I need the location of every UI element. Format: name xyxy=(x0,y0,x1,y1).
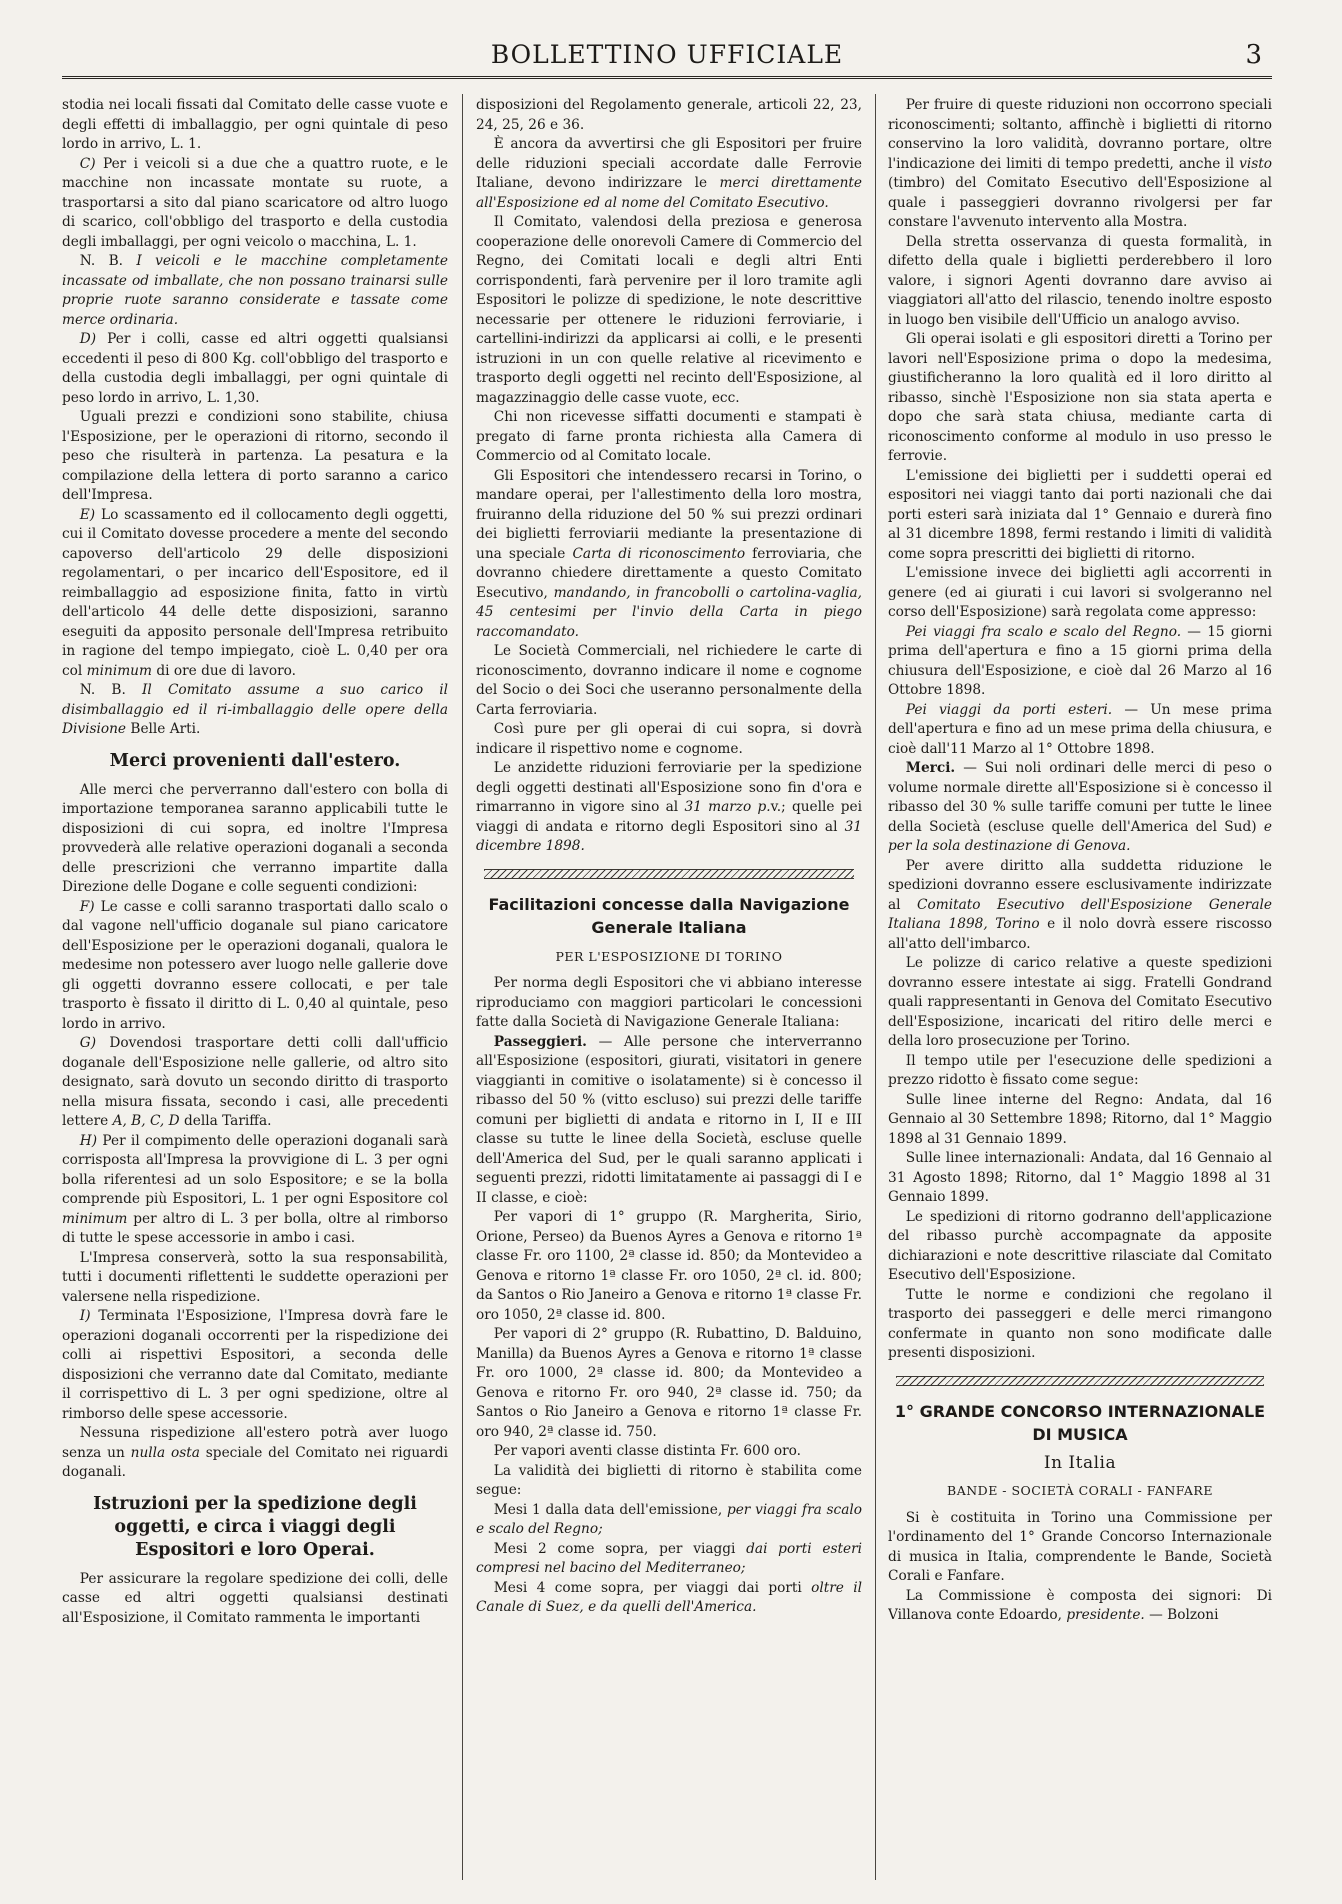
paragraph: Sulle linee internazionali: Andata, dal 16 Gennaio al 31 Agosto 1898; Ritorno, dal 1° Maggio 1898 al 31 Gennaio 1899. xyxy=(888,1150,1272,1205)
page-number: 3 xyxy=(1245,40,1262,70)
paragraph: Nessuna rispedizione all'estero potrà aver luogo senza un nulla osta speciale del Comitato nei riguardi doganali. xyxy=(62,1425,448,1480)
section-heading-istruzioni: Istruzioni per la spedizione degli oggetti, e circa i viaggi degli Espositori e loro Operai. xyxy=(93,1493,417,1560)
paragraph: Le spedizioni di ritorno godranno dell'applicazione del ribasso purchè accompagnate da apposite dichiarazioni e note descrittive rilasciate dal Comitato Esecutivo dell'Esposizione. xyxy=(888,1208,1272,1283)
ornamental-divider xyxy=(896,1376,1264,1386)
paragraph: Pei viaggi da porti esteri. — Un mese prima dell'apertura e fino ad un mese prima della chiusura, e cioè dall'11 Marzo al 1° Ottobre 1898. xyxy=(888,701,1272,757)
paragraph: E) Lo scassamento ed il collocamento degli oggetti, cui il Comitato dovesse procedere a mente del secondo capoverso dell'articolo 29 delle disposizioni regolamentari, o per incarico dell'Espositore, ed il reimballaggio ad esposizione finita, fatto in virtù dell'articolo 44 delle dette disposizioni, saranno eseguiti da apposito personale dell'Impresa retribuito in ragione del tempo impiegato, cioè L. 0,40 per ora col minimum di ore due di lavoro. xyxy=(62,506,448,679)
paragraph: Mesi 2 come sopra, per viaggi dai porti esteri compresi nel bacino del Mediterraneo; xyxy=(476,1540,862,1576)
paragraph: Il Comitato, valendosi della preziosa e generosa cooperazione delle onorevoli Camere di Commercio del Regno, dei Comitati locali e degli altri Enti corrispondenti, farà pervenire per il loro tramite agli Espositori le polizze di spedizione, le note descrittive necessarie per ottenere le riduzioni ferroviarie, i cartellini-indirizzi da applicarsi ai colli, e le presenti istruzioni in un con quelle relative al ricevimento e trasporto degli oggetti nel recinto dell'Esposizione, al magazzinaggio delle casse vuote, ecc. xyxy=(476,214,862,406)
paragraph: Il tempo utile per l'esecuzione delle spedizioni a prezzo ridotto è fissato come segue: xyxy=(888,1052,1272,1088)
column-1 xyxy=(62,96,448,1876)
paragraph: D) Per i colli, casse ed altri oggetti qualsiansi eccedenti il peso di 800 Kg. coll'obbligo del trasporto e della custodia degli imballaggi, per ogni quintale di peso lordo in arrivo, L. 1,30. xyxy=(62,331,448,406)
note-paragraph: N. B. Il Comitato assume a suo carico il disimballaggio ed il ri-imballaggio delle opere della Divisione Belle Arti. xyxy=(62,682,448,737)
paragraph: La Commissione è composta dei signori: Di Villanova conte Edoardo, presidente. — Bolzoni xyxy=(888,1587,1272,1623)
paragraph: stodia nei locali fissati dal Comitato delle casse vuote e degli effetti di imballaggio, per ogni quintale di peso lordo in arrivo, L. 1. xyxy=(62,97,448,152)
paragraph: disposizioni del Regolamento generale, articoli 22, 23, 24, 25, 26 e 36. xyxy=(476,97,862,133)
paragraph: Per avere diritto alla suddetta riduzione le spedizioni dovranno essere esclusivamente indirizzate al Comitato Esecutivo dell'Esposizione Generale Italiana 1898, Torino e il nolo dovrà essere riscosso all'atto dell'imbarco. xyxy=(888,857,1272,952)
paragraph: Sulle linee interne del Regno: Andata, dal 16 Gennaio al 30 Settembre 1898; Ritorno, dal 1° Maggio 1898 al 31 Gennaio 1899. xyxy=(888,1091,1272,1147)
section-heading-concorso: 1° GRANDE CONCORSO INTERNAZIONALE DI MUSICA xyxy=(894,1401,1266,1444)
paragraph: F) Le casse e colli saranno trasportati dallo scalo o dal vagone nell'ufficio doganale sul piano caricatore dell'Esposizione per le operazioni doganali, qualora le medesime non potessero aver luogo nelle gallerie dove gli oggetti dovranno essere collocati, e per tale trasporto è fissato il diritto di L. 0,40 al quintale, peso lordo in arrivo. xyxy=(62,898,448,1032)
paragraph: La validità dei biglietti di ritorno è stabilita come segue: xyxy=(476,1462,862,1498)
section-subheading: PER L'ESPOSIZIONE DI TORINO xyxy=(555,948,783,964)
paragraph: L'emissione dei biglietti per i suddetti operai ed espositori nei viaggi tanto dai porti nazionali che dai porti esteri sarà iniziata dal 1° Gennaio e durerà fino al 31 dicembre 1898, fermi restando i limiti di validità come sopra prescritti dei biglietti di ritorno. xyxy=(888,467,1272,562)
page-header xyxy=(62,34,1272,79)
paragraph: Tutte le norme e condizioni che regolano il trasporto dei passeggeri e delle merci rimangono confermate in quanto non sono modificate dalle presenti disposizioni. xyxy=(888,1286,1272,1361)
column-2 xyxy=(476,96,862,1876)
section-subheading: BANDE - SOCIETÀ CORALI - FANFARE xyxy=(947,1483,1213,1498)
paragraph: Mesi 1 dalla data dell'emissione, per viaggi fra scalo e scalo del Regno; xyxy=(476,1501,862,1537)
note-paragraph: N. B. I veicoli e le macchine completamente incassate od imballate, che non possano trainarsi sulle proprie ruote saranno considerate e tassate come merce ordinaria. xyxy=(62,253,448,328)
paragraph: G) Dovendosi trasportare detti colli dall'ufficio doganale dell'Esposizione nelle gallerie, od altro sito designato, sarà dovuto un secondo diritto di trasporto nella misura fissata, secondo i casi, alle precedenti lettere A, B, C, D della Tariffa. xyxy=(62,1035,448,1129)
paragraph: Per vapori di 1° gruppo (R. Margherita, Sirio, Orione, Perseo) da Buenos Ayres a Genova e ritorno 1ª classe Fr. oro 1100, 2ª classe id. 850; da Montevideo a Genova e ritorno 1ª classe Fr. oro 1050, 2ª cl. id. 800; da Santos o Rio Janeiro a Genova e ritorno 1ª classe Fr. oro 1050, 2ª classe id. 800. xyxy=(476,1209,862,1323)
paragraph: Per norma degli Espositori che vi abbiano interesse riproduciamo con maggiori particolari le concessioni fatte dalla Società di Navigazione Generale Italiana: xyxy=(476,975,862,1030)
paragraph: Uguali prezzi e condizioni sono stabilite, chiusa l'Esposizione, per le operazioni di ritorno, secondo il peso che risulterà in partenza. La pesatura e la compilazione della lettera di porto saranno a carico dell'Impresa. xyxy=(62,409,448,503)
paragraph: Le polizze di carico relative a queste spedizioni dovranno essere intestate ai sigg. Fratelli Gondrand quali rappresentanti in Genova del Comitato Esecutivo dell'Esposizione, incaricati del ritiro delle merci e della loro prosecuzione per Torino. xyxy=(888,955,1272,1049)
paragraph: Per fruire di queste riduzioni non occorrono speciali riconoscimenti; soltanto, affinchè i biglietti di ritorno conservino la loro validità, dovranno portare, oltre l'indicazione dei limiti di tempo predetti, anche il visto (timbro) del Comitato Esecutivo dell'Esposizione al quale i passeggieri dovranno rivolgersi per far constare l'avvenuto intervento alla Mostra. xyxy=(888,97,1272,230)
paragraph: I) Terminata l'Esposizione, l'Impresa dovrà fare le operazioni doganali occorrenti per la rispedizione dei colli ai rispettivi Espositori, a seconda delle disposizioni che verranno date dal Comitato, mediante il corrispettivo di L. 3 per ogni spedizione, oltre al rimborso delle spese accessorie. xyxy=(62,1308,448,1422)
paragraph: Per vapori di 2° gruppo (R. Rubattino, D. Balduino, Manilla) da Buenos Ayres a Genova e ritorno 1ª classe Fr. oro 1000, 2ª classe id. 800; da Montevideo a Genova e ritorno Fr. oro 940, 2ª classe id. 750; da Santos o Rio Janeiro a Genova e ritorno 1ª classe Fr. oro 940, 2ª classe id. 750. xyxy=(476,1326,862,1440)
paragraph: Mesi 4 come sopra, per viaggi dai porti oltre il Canale di Suez, e da quelli dell'America. xyxy=(476,1579,862,1615)
paragraph: Alle merci che perverranno dall'estero con bolla di importazione temporanea saranno applicabili tutte le disposizioni di cui sopra, ed inoltre l'Impresa provvederà alle relative operazioni doganali a seconda delle prescrizioni che verranno impartite dalla Direzione delle Dogane e colle seguenti condizioni: xyxy=(62,781,448,895)
paragraph: Le anzidette riduzioni ferroviarie per la spedizione degli oggetti destinati all'Esposizione sono fin d'ora e rimarranno in vigore sino al 31 marzo p.v.; quelle pei viaggi di andata e ritorno degli Espositori sino al 31 dicembre 1898. xyxy=(476,760,862,854)
paragraph: Le Società Commerciali, nel richiedere le carte di riconoscimento, dovranno indicare il nome e cognome del Socio o dei Soci che useranno personalmente della Carta ferroviaria. xyxy=(476,643,862,718)
publication-title: BOLLETTINO UFFICIALE xyxy=(490,40,844,69)
column-rule xyxy=(462,94,463,1880)
paragraph: Si è costituita in Torino una Commissione per l'ordinamento del 1° Grande Concorso Internazionale di musica in Italia, comprendente le Bande, Società Corali e Fanfare. xyxy=(888,1509,1272,1584)
paragraph: L'emissione invece dei biglietti agli accorrenti in genere (ed ai giurati i cui lavori si svolgeranno nel corso dell'Esposizione) sarà regolata come appresso: xyxy=(888,565,1272,620)
paragraph: Gli Espositori che intendessero recarsi in Torino, o mandare operai, per l'allestimento della loro mostra, fruiranno della riduzione del 50 % sui prezzi ordinari dei biglietti ferroviarii mediante la presentazione di una speciale Carta di riconoscimento ferroviaria, che dovranno chiedere direttamente a questo Comitato Esecutivo, mandando, in francobolli o cartolina-vaglia, 45 centesimi per l'invio della Carta in piego raccomandato. xyxy=(476,467,862,640)
paragraph: Per vapori aventi classe distinta Fr. 600 oro. xyxy=(493,1443,802,1459)
paragraph: C) Per i veicoli si a due che a quattro ruote, e le macchine non incassate montate su ruote, a trasportarsi a sito dal piano scaricatore od altro luogo di scarico, coll'obbligo del trasporto e della custodia degli imballaggi, per ogni veicolo o macchina, L. 1. xyxy=(62,155,448,250)
paragraph: Gli operai isolati e gli espositori diretti a Torino per lavori nell'Esposizione prima o dopo la medesima, giustificheranno la loro qualità ed il loro diritto al ribasso, sinchè l'Esposizione non sia stata aperta e dopo che sarà stata chiusa, mediante carta di riconoscimento conforme al modulo in uso presso le ferrovie. xyxy=(888,331,1272,464)
paragraph: È ancora da avvertirsi che gli Espositori per fruire delle riduzioni speciali accordate dalle Ferrovie Italiane, devono indirizzare le merci direttamente all'Esposizione ed al nome del Comitato Esecutivo. xyxy=(476,136,862,211)
paragraph: Per assicurare la regolare spedizione dei colli, delle casse ed altri oggetti qualsiansi destinati all'Esposizione, il Comitato rammenta le importanti xyxy=(62,1570,448,1626)
ornamental-divider xyxy=(484,869,854,879)
paragraph: Pei viaggi fra scalo e scalo del Regno. — 15 giorni prima dell'apertura e fino a 15 giorni prima della chiusura dell'Esposizione, e cioè dal 26 Marzo al 16 Ottobre 1898. xyxy=(888,623,1272,698)
column-3 xyxy=(888,96,1272,1876)
section-subheading: In Italia xyxy=(1043,1452,1117,1473)
paragraph: Chi non ricevesse siffatti documenti e stampati è pregato di farne pronta richiesta alla Camera di Commercio od al Comitato locale. xyxy=(476,409,862,464)
column-rule xyxy=(875,94,876,1880)
paragraph: Così pure per gli operai di cui sopra, si dovrà indicare il rispettivo nome e cognome. xyxy=(476,721,862,757)
section-heading-facilitazioni: Facilitazioni concesse dalla Navigazione Generale Italiana xyxy=(488,894,850,937)
section-heading-merci: Merci provenienti dall'estero. xyxy=(109,750,401,771)
paragraph: L'Impresa conserverà, sotto la sua responsabilità, tutti i documenti riflettenti le suddette operazioni per valersene nella rispedizione. xyxy=(62,1249,448,1305)
paragraph: Della stretta osservanza di questa formalità, in difetto della quale i biglietti perderebbero il loro valore, i signori Agenti dovranno dare avviso ai viaggiatori all'atto del rilascio, tenendo inoltre esposto in luogo ben visibile dell'Ufficio un analogo avviso. xyxy=(888,233,1272,328)
paragraph: H) Per il compimento delle operazioni doganali sarà corrisposta all'Impresa la provvigione di L. 3 per ogni bolla riferentesi ad un solo Espositore; e se la bolla comprende più Espositori, L. 1 per ogni Espositore col minimum per altro di L. 3 per bolla, oltre al rimborso di tutte le spese accessorie in ambo i casi. xyxy=(62,1132,448,1246)
paragraph: Merci. — Sui noli ordinari delle merci di peso o volume normale dirette all'Esposizione si è concesso il ribasso del 30 % sulle tariffe comuni per tutte le linee della Società (escluse quelle dell'America del Sud) e per la sola destinazione di Genova. xyxy=(888,760,1272,854)
paragraph: Passeggieri. — Alle persone che interverranno all'Esposizione (espositori, giurati, visitatori in genere viaggianti in comitive o isolatamente) si è concesso il ribasso del 50 % (vitto escluso) sui prezzi delle tariffe comuni per biglietti di andata e ritorno in I, II e III classe su tutte le linee della Società, escluse quelle dell'America del Sud, per le quali saranno applicati i seguenti prezzi, ridotti limitatamente ai passaggi di I e II classe, e cioè: xyxy=(476,1033,862,1206)
